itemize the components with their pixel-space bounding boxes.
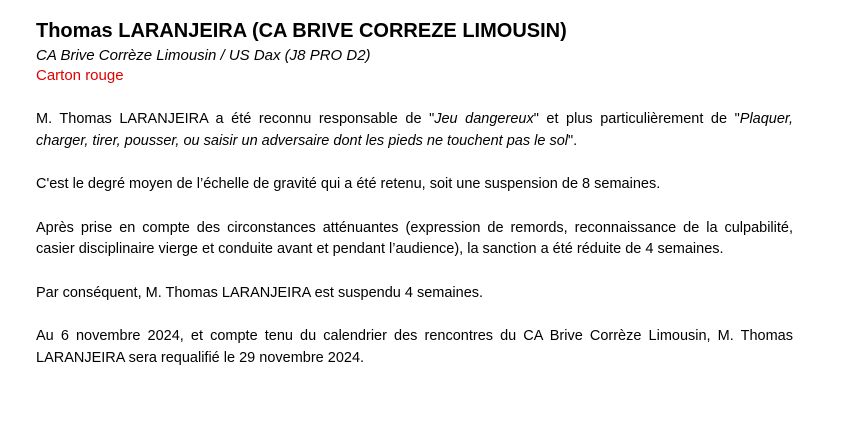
decision-text-1: M. Thomas LARANJEIRA a été reconnu responsable de ": [36, 111, 435, 127]
decision-text-2: " et plus particulièrement de ": [533, 111, 740, 127]
player-title: Thomas LARANJEIRA (CA BRIVE CORREZE LIMOUSIN): [36, 20, 567, 42]
decision-paragraph: [36, 109, 793, 152]
suspension-paragraph: Par conséquent, M. Thomas LARANJEIRA est suspendu 4 semaines.: [36, 284, 484, 301]
gravity-paragraph: C'est le degré moyen de l’échelle de gravité qui a été retenu, soit une suspension de 8 semaines.: [36, 176, 661, 192]
decision-text-3: ".: [567, 132, 578, 149]
match-info: CA Brive Corrèze Limousin / US Dax (J8 PRO D2): [36, 47, 371, 64]
document: [36, 18, 793, 369]
offense-name: Jeu dangereux: [434, 111, 534, 127]
offense-detail: Plaquer, charger, tirer, pousser, ou saisir un adversaire dont les pieds ne touchent pas le sol: [36, 111, 793, 149]
sanction-type: Carton rouge: [36, 67, 124, 84]
mitigation-paragraph: Après prise en compte des circonstances atténuantes (expression de remords, reconnaissance de la culpabilité, casier disciplinaire vierge et conduite avant et pendant l’audience), la sanction a été réduite de 4 semaines.: [36, 219, 793, 257]
requalification-paragraph: Au 6 novembre 2024, et compte tenu du calendrier des rencontres du CA Brive Corrèze Limousin, M. Thomas LARANJEIRA sera requalifié le 29 novembre 2024.: [36, 328, 793, 366]
